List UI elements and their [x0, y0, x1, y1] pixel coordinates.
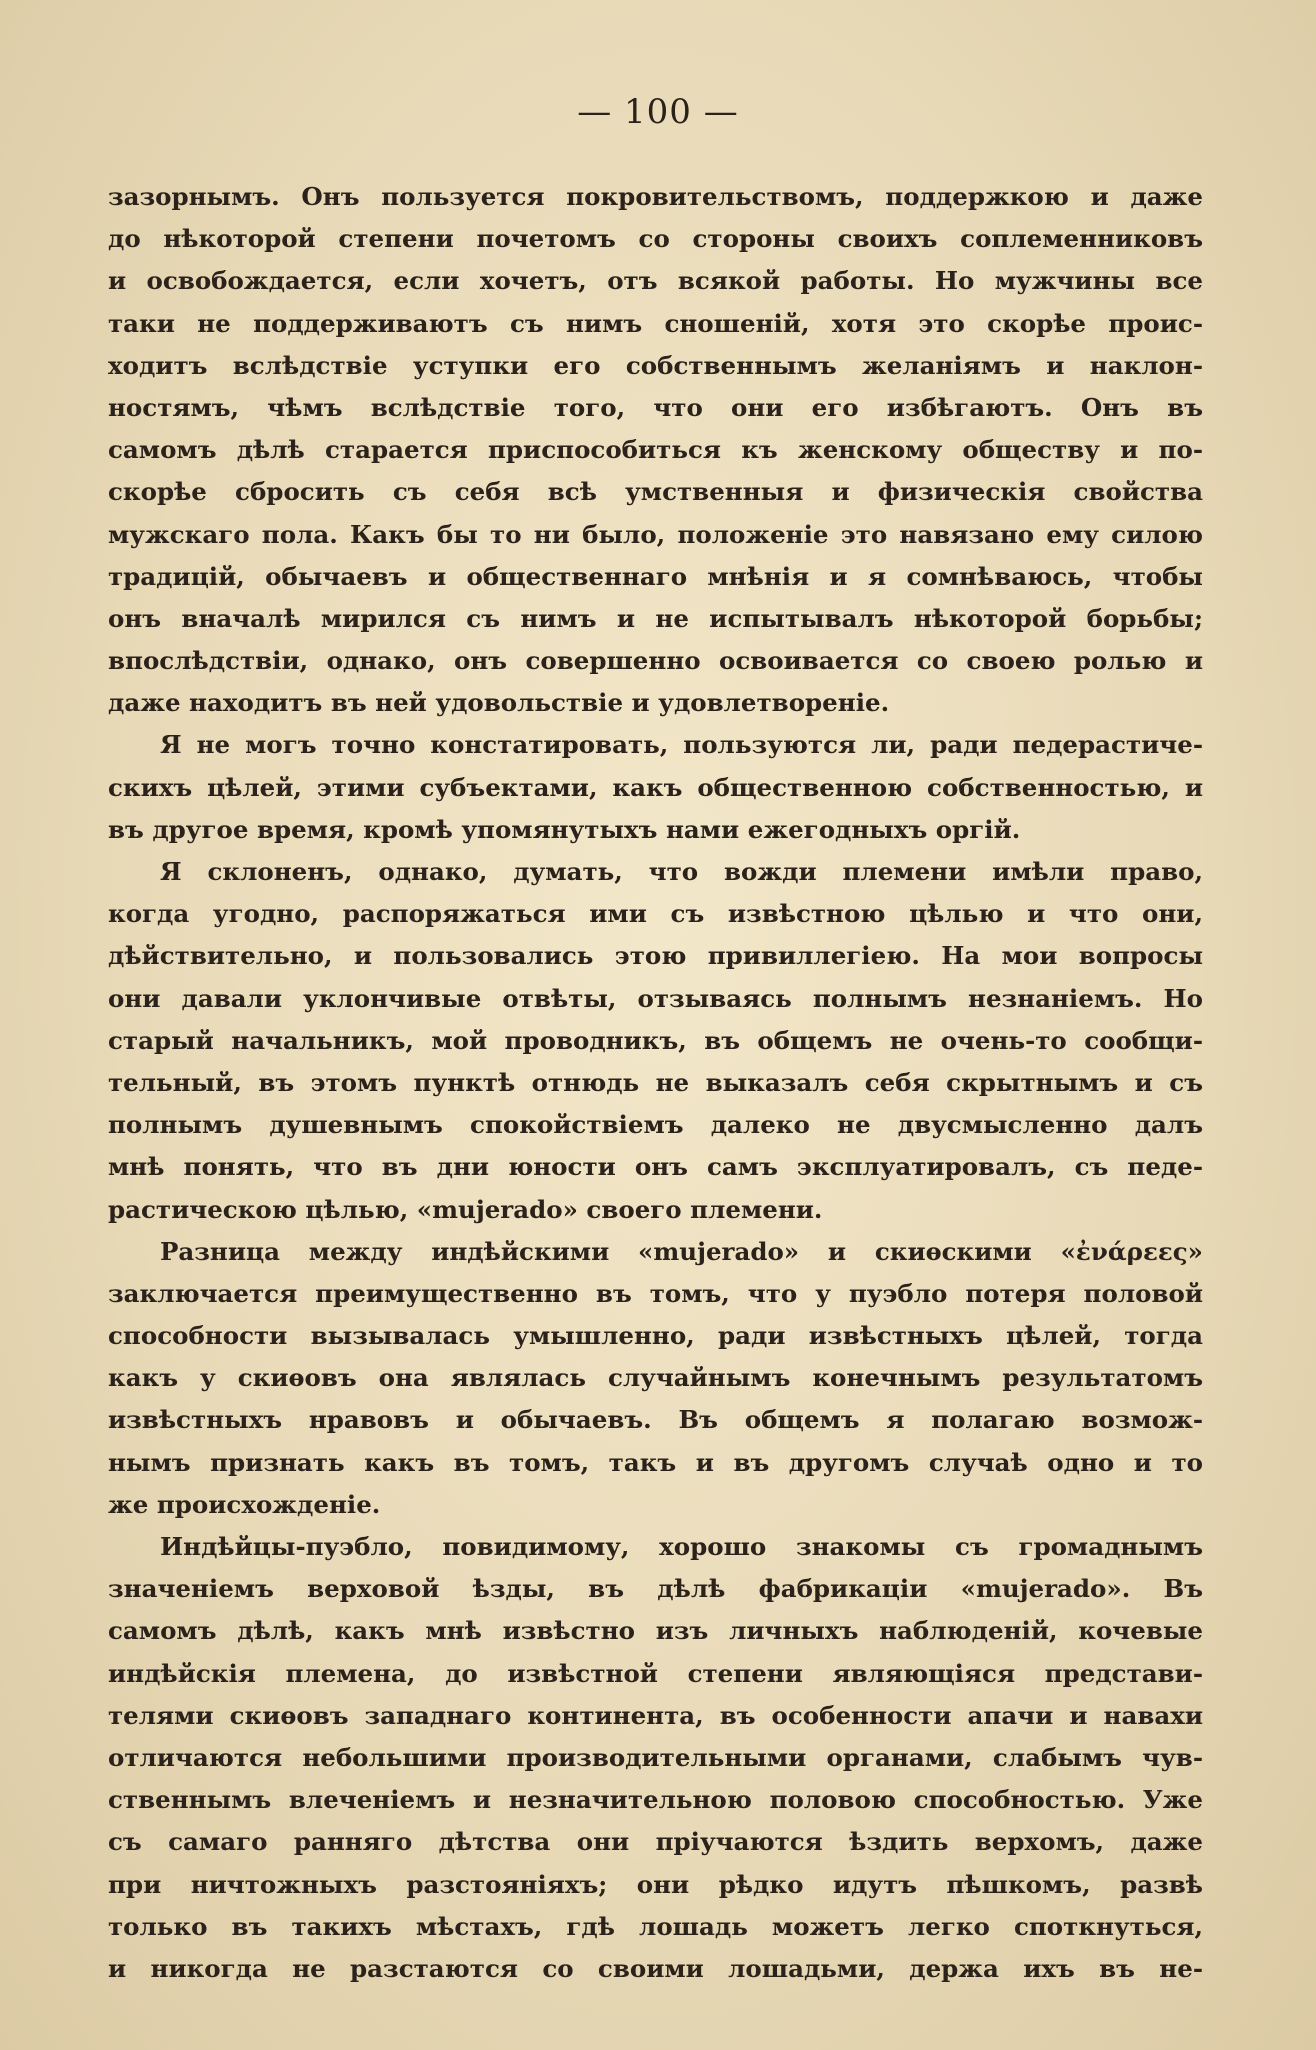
- text-line: даже находитъ въ ней удовольствiе и удовлетворенiе.: [108, 688, 890, 718]
- text-line: и никогда не разстаются со своими лошадьми, держа ихъ въ не-: [108, 1953, 1203, 1983]
- text-line: они давали уклончивые отвѣты, отзываясь полнымъ незнанiемъ. Но: [108, 983, 1203, 1013]
- page-number: — 100 —: [577, 92, 739, 132]
- text-line: Разница между индѣйскими «mujerado» и скиѳскими «ἐνάρεες»: [160, 1236, 1203, 1266]
- text-line: впослѣдствiи, однако, онъ совершенно освоивается со своею ролью и: [108, 646, 1203, 676]
- text-line: и освобождается, если хочетъ, отъ всякой работы. Но мужчины все: [108, 266, 1203, 296]
- text-line: ственнымъ влеченiемъ и незначительною половою способностью. Уже: [108, 1785, 1203, 1815]
- text-line: извѣстныхъ нравовъ и обычаевъ. Въ общемъ я полагаю возмож-: [108, 1405, 1203, 1435]
- text-line: мнѣ понять, что въ дни юности онъ самъ эксплуатировалъ, съ педе-: [108, 1152, 1203, 1182]
- text-line: способности вызывалась умышленно, ради извѣстныхъ цѣлей, тогда: [108, 1321, 1203, 1351]
- text-line: ходитъ вслѣдствiе уступки его собственнымъ желанiямъ и наклон-: [108, 350, 1203, 380]
- text-line: ностямъ, чѣмъ вслѣдствiе того, что они его избѣгаютъ. Онъ въ: [108, 392, 1203, 422]
- text-line: зазорнымъ. Онъ пользуется покровительствомъ, поддержкою и даже: [108, 182, 1203, 211]
- text-line: при ничтожныхъ разстоянiяхъ; они рѣдко идутъ пѣшкомъ, развѣ: [108, 1869, 1203, 1899]
- text-line: когда угодно, распоряжаться ими съ извѣстною цѣлью и что они,: [108, 899, 1203, 929]
- text-line: дѣйствительно, и пользовались этою привиллегiею. На мои вопросы: [108, 941, 1203, 971]
- text-line: Индѣйцы-пуэбло, повидимому, хорошо знакомы съ громаднымъ: [160, 1532, 1203, 1561]
- text-line: самомъ дѣлѣ старается приспособиться къ женскому обществу и по-: [108, 435, 1203, 465]
- text-line: скихъ цѣлей, этими субъектами, какъ общественною собственностью, и: [108, 772, 1203, 802]
- text-line: въ другое время, кромѣ упомянутыхъ нами ежегодныхъ оргiй.: [108, 814, 1021, 844]
- text-line: скорѣе сбросить съ себя всѣ умственныя и физическiя свойства: [108, 477, 1203, 507]
- text-line: мужскаго пола. Какъ бы то ни было, положенiе это навязано ему силою: [108, 519, 1203, 549]
- text-line: Я склоненъ, однако, думать, что вожди племени имѣли право,: [160, 857, 1203, 886]
- text-line: Я не могъ точно констатировать, пользуются ли, ради педерастиче-: [160, 730, 1203, 760]
- text-line: индѣйскiя племена, до извѣстной степени являющiяся представи-: [108, 1658, 1203, 1688]
- text-line: заключается преимущественно въ томъ, что у пуэбло потеря половой: [108, 1278, 1203, 1308]
- text-line: нымъ признать какъ въ томъ, такъ и въ другомъ случаѣ одно и то: [108, 1447, 1203, 1477]
- text-line: тельный, въ этомъ пунктѣ отнюдь не выказалъ себя скрытнымъ и съ: [108, 1067, 1203, 1097]
- text-line: отличаются небольшими производительными органами, слабымъ чув-: [108, 1742, 1203, 1772]
- text-line: только въ такихъ мѣстахъ, гдѣ лошадь можетъ легко споткнуться,: [108, 1911, 1203, 1941]
- text-line: полнымъ душевнымъ спокойствiемъ далеко не двусмысленно далъ: [108, 1110, 1203, 1140]
- text-line: до нѣкоторой степени почетомъ со стороны своихъ соплеменниковъ: [108, 224, 1203, 254]
- text-line: съ самаго ранняго дѣтства они прiучаются ѣздить верхомъ, даже: [108, 1827, 1203, 1857]
- text-line: какъ у скиѳовъ она являлась случайнымъ конечнымъ результатомъ: [108, 1363, 1203, 1393]
- text-line: же происхожденiе.: [108, 1489, 381, 1519]
- body-text: [108, 176, 1203, 1990]
- text-line: самомъ дѣлѣ, какъ мнѣ извѣстно изъ личныхъ наблюденiй, кочевые: [108, 1616, 1203, 1646]
- text-line: телями скиѳовъ западнаго континента, въ особенности апачи и навахи: [108, 1700, 1203, 1730]
- text-line: традицiй, обычаевъ и общественнаго мнѣнiя и я сомнѣваюсь, чтобы: [108, 561, 1203, 591]
- text-line: старый начальникъ, мой проводникъ, въ общемъ не очень-то сообщи-: [108, 1025, 1203, 1055]
- text-line: онъ вначалѣ мирился съ нимъ и не испытывалъ нѣкоторой борьбы;: [108, 603, 1203, 633]
- text-line: таки не поддерживаютъ съ нимъ сношенiй, хотя это скорѣе проис-: [108, 308, 1203, 338]
- text-line: значенiемъ верховой ѣзды, въ дѣлѣ фабрикацiи «mujerado». Въ: [108, 1574, 1203, 1604]
- text-line: растическою цѣлью, «mujerado» своего племени.: [108, 1194, 823, 1224]
